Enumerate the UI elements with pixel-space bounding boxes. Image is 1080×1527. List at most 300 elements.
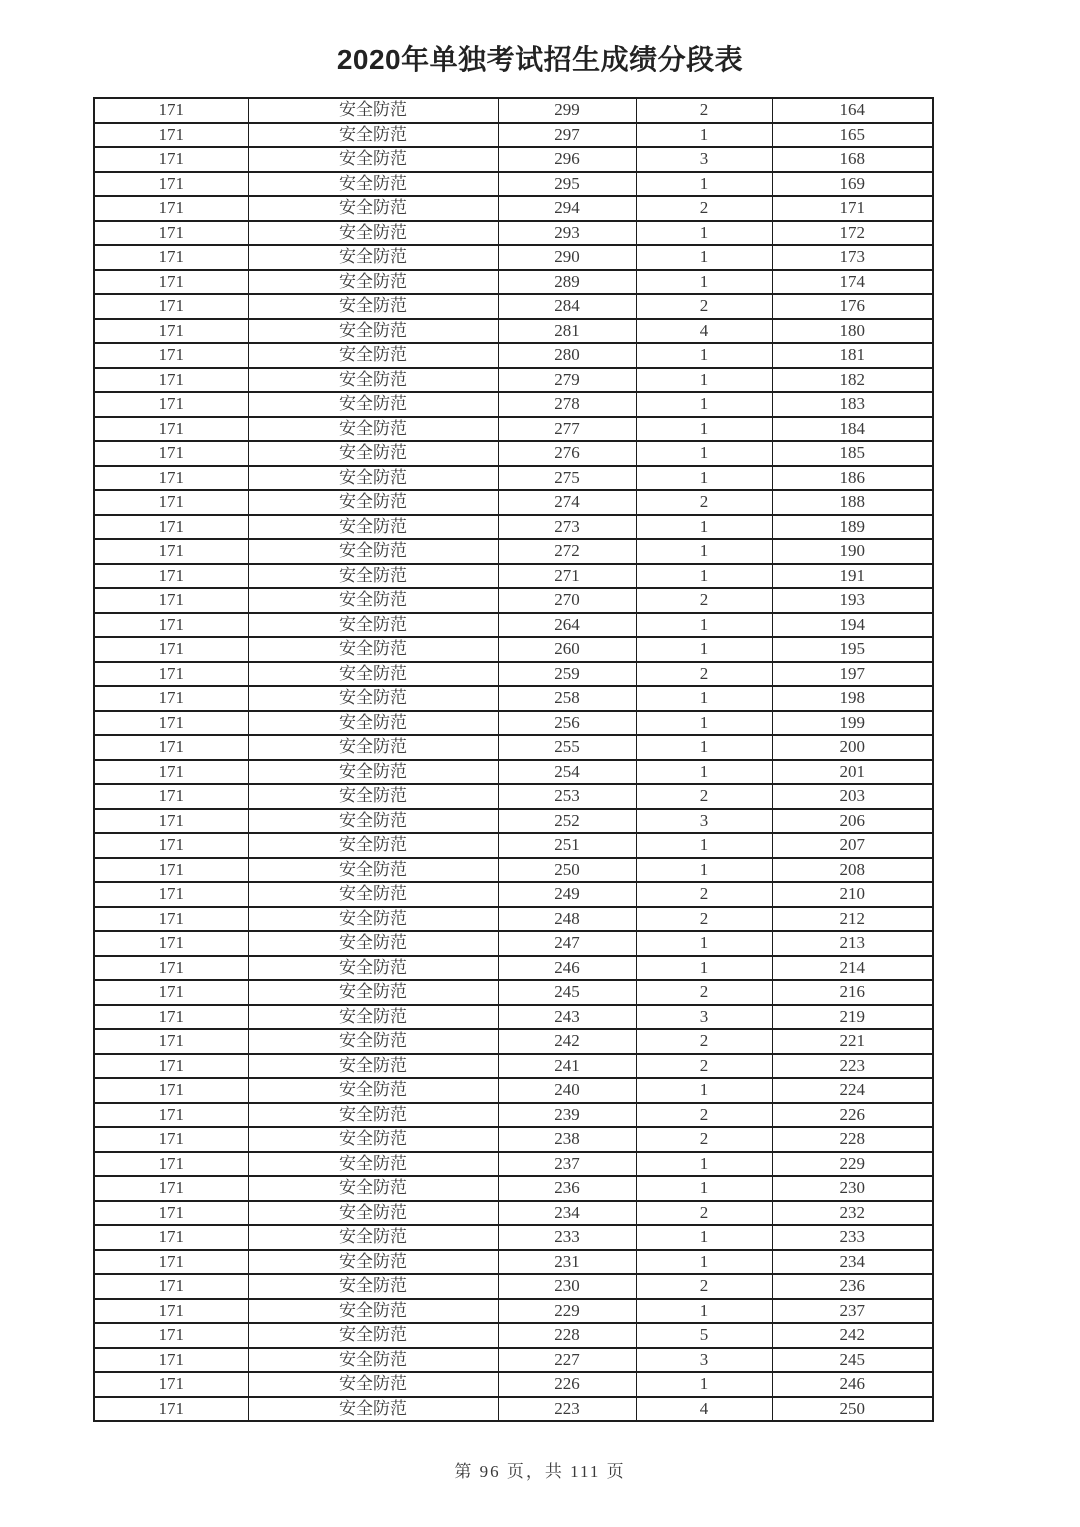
table-row	[94, 711, 933, 736]
table-row	[94, 123, 933, 148]
table-row	[94, 245, 933, 270]
cell-cumulative-count: 191	[772, 564, 933, 589]
table-row	[94, 319, 933, 344]
cell-major-name: 安全防范	[248, 417, 498, 442]
cell-school-code: 171	[94, 123, 248, 148]
cell-school-code: 171	[94, 1103, 248, 1128]
cell-school-code: 171	[94, 956, 248, 981]
table-row	[94, 1152, 933, 1177]
cell-major-name: 安全防范	[248, 1397, 498, 1422]
cell-cumulative-count: 169	[772, 172, 933, 197]
cell-major-name: 安全防范	[248, 123, 498, 148]
cell-count: 1	[636, 858, 772, 883]
cell-cumulative-count: 200	[772, 735, 933, 760]
cell-cumulative-count: 184	[772, 417, 933, 442]
cell-count: 1	[636, 1225, 772, 1250]
cell-school-code: 171	[94, 1225, 248, 1250]
cell-score: 279	[498, 368, 636, 393]
cell-major-name: 安全防范	[248, 980, 498, 1005]
cell-school-code: 171	[94, 760, 248, 785]
table-row	[94, 1225, 933, 1250]
cell-count: 1	[636, 931, 772, 956]
cell-school-code: 171	[94, 588, 248, 613]
table-row	[94, 956, 933, 981]
cell-score: 248	[498, 907, 636, 932]
table-row	[94, 270, 933, 295]
cell-major-name: 安全防范	[248, 1348, 498, 1373]
cell-count: 1	[636, 711, 772, 736]
page-number-footer: 第 96 页，共 111 页	[454, 1462, 626, 1481]
cell-score: 289	[498, 270, 636, 295]
cell-count: 1	[636, 613, 772, 638]
cell-score: 241	[498, 1054, 636, 1079]
cell-cumulative-count: 171	[772, 196, 933, 221]
table-row	[94, 1005, 933, 1030]
cell-count: 1	[636, 539, 772, 564]
cell-score: 295	[498, 172, 636, 197]
cell-major-name: 安全防范	[248, 172, 498, 197]
cell-major-name: 安全防范	[248, 515, 498, 540]
cell-score: 254	[498, 760, 636, 785]
cell-count: 1	[636, 760, 772, 785]
cell-school-code: 171	[94, 441, 248, 466]
cell-major-name: 安全防范	[248, 98, 498, 123]
table-row	[94, 980, 933, 1005]
cell-score: 271	[498, 564, 636, 589]
table-row	[94, 172, 933, 197]
cell-cumulative-count: 245	[772, 1348, 933, 1373]
cell-major-name: 安全防范	[248, 392, 498, 417]
cell-school-code: 171	[94, 1201, 248, 1226]
cell-school-code: 171	[94, 1176, 248, 1201]
cell-cumulative-count: 195	[772, 637, 933, 662]
cell-school-code: 171	[94, 1054, 248, 1079]
cell-major-name: 安全防范	[248, 588, 498, 613]
table-row	[94, 760, 933, 785]
cell-cumulative-count: 189	[772, 515, 933, 540]
cell-school-code: 171	[94, 980, 248, 1005]
cell-major-name: 安全防范	[248, 735, 498, 760]
table-row	[94, 833, 933, 858]
cell-school-code: 171	[94, 539, 248, 564]
cell-cumulative-count: 242	[772, 1323, 933, 1348]
cell-score: 230	[498, 1274, 636, 1299]
cell-cumulative-count: 173	[772, 245, 933, 270]
cell-cumulative-count: 230	[772, 1176, 933, 1201]
cell-count: 1	[636, 1078, 772, 1103]
cell-school-code: 171	[94, 392, 248, 417]
table-row	[94, 809, 933, 834]
cell-score: 240	[498, 1078, 636, 1103]
cell-score: 255	[498, 735, 636, 760]
cell-cumulative-count: 190	[772, 539, 933, 564]
cell-school-code: 171	[94, 1372, 248, 1397]
cell-count: 1	[636, 245, 772, 270]
cell-cumulative-count: 201	[772, 760, 933, 785]
cell-count: 2	[636, 294, 772, 319]
cell-school-code: 171	[94, 907, 248, 932]
table-row	[94, 1201, 933, 1226]
page-title: 2020年单独考试招生成绩分段表	[336, 44, 744, 75]
table-row	[94, 490, 933, 515]
cell-cumulative-count: 186	[772, 466, 933, 491]
cell-major-name: 安全防范	[248, 1372, 498, 1397]
cell-score: 239	[498, 1103, 636, 1128]
cell-score: 251	[498, 833, 636, 858]
cell-cumulative-count: 172	[772, 221, 933, 246]
cell-score: 234	[498, 1201, 636, 1226]
table-row	[94, 294, 933, 319]
cell-major-name: 安全防范	[248, 441, 498, 466]
cell-cumulative-count: 233	[772, 1225, 933, 1250]
table-row	[94, 539, 933, 564]
cell-school-code: 171	[94, 1397, 248, 1422]
cell-cumulative-count: 193	[772, 588, 933, 613]
cell-major-name: 安全防范	[248, 882, 498, 907]
cell-count: 2	[636, 1127, 772, 1152]
cell-count: 2	[636, 1029, 772, 1054]
cell-score: 233	[498, 1225, 636, 1250]
table-row	[94, 368, 933, 393]
cell-count: 3	[636, 147, 772, 172]
cell-major-name: 安全防范	[248, 1299, 498, 1324]
cell-score: 297	[498, 123, 636, 148]
cell-count: 2	[636, 490, 772, 515]
table-row	[94, 784, 933, 809]
cell-major-name: 安全防范	[248, 760, 498, 785]
cell-major-name: 安全防范	[248, 1005, 498, 1030]
cell-cumulative-count: 197	[772, 662, 933, 687]
table-row	[94, 417, 933, 442]
table-row	[94, 907, 933, 932]
cell-cumulative-count: 183	[772, 392, 933, 417]
cell-score: 249	[498, 882, 636, 907]
cell-school-code: 171	[94, 809, 248, 834]
cell-count: 1	[636, 515, 772, 540]
cell-score: 242	[498, 1029, 636, 1054]
cell-score: 238	[498, 1127, 636, 1152]
cell-score: 294	[498, 196, 636, 221]
cell-school-code: 171	[94, 466, 248, 491]
table-row	[94, 1103, 933, 1128]
cell-cumulative-count: 206	[772, 809, 933, 834]
cell-cumulative-count: 198	[772, 686, 933, 711]
cell-major-name: 安全防范	[248, 196, 498, 221]
cell-school-code: 171	[94, 98, 248, 123]
cell-major-name: 安全防范	[248, 907, 498, 932]
cell-cumulative-count: 176	[772, 294, 933, 319]
cell-cumulative-count: 208	[772, 858, 933, 883]
cell-cumulative-count: 207	[772, 833, 933, 858]
table-row	[94, 588, 933, 613]
cell-cumulative-count: 246	[772, 1372, 933, 1397]
cell-school-code: 171	[94, 417, 248, 442]
cell-school-code: 171	[94, 1348, 248, 1373]
cell-cumulative-count: 199	[772, 711, 933, 736]
table-row	[94, 1397, 933, 1422]
cell-count: 2	[636, 784, 772, 809]
table-row	[94, 613, 933, 638]
table-row	[94, 515, 933, 540]
cell-school-code: 171	[94, 833, 248, 858]
cell-major-name: 安全防范	[248, 931, 498, 956]
cell-school-code: 171	[94, 784, 248, 809]
cell-school-code: 171	[94, 1274, 248, 1299]
cell-count: 1	[636, 123, 772, 148]
table-row	[94, 1250, 933, 1275]
cell-count: 5	[636, 1323, 772, 1348]
cell-cumulative-count: 165	[772, 123, 933, 148]
cell-count: 1	[636, 221, 772, 246]
cell-count: 2	[636, 196, 772, 221]
cell-major-name: 安全防范	[248, 319, 498, 344]
cell-count: 1	[636, 417, 772, 442]
cell-cumulative-count: 214	[772, 956, 933, 981]
cell-count: 3	[636, 809, 772, 834]
cell-count: 1	[636, 1176, 772, 1201]
cell-school-code: 171	[94, 515, 248, 540]
cell-count: 2	[636, 98, 772, 123]
cell-count: 4	[636, 1397, 772, 1422]
cell-school-code: 171	[94, 735, 248, 760]
cell-major-name: 安全防范	[248, 1176, 498, 1201]
cell-cumulative-count: 213	[772, 931, 933, 956]
cell-count: 2	[636, 1274, 772, 1299]
cell-cumulative-count: 216	[772, 980, 933, 1005]
table-row	[94, 1274, 933, 1299]
table-row	[94, 221, 933, 246]
cell-major-name: 安全防范	[248, 1250, 498, 1275]
cell-cumulative-count: 250	[772, 1397, 933, 1422]
cell-school-code: 171	[94, 368, 248, 393]
cell-school-code: 171	[94, 882, 248, 907]
cell-score: 278	[498, 392, 636, 417]
score-table-body	[94, 98, 933, 1421]
table-row	[94, 147, 933, 172]
cell-count: 1	[636, 1250, 772, 1275]
cell-score: 284	[498, 294, 636, 319]
cell-cumulative-count: 174	[772, 270, 933, 295]
cell-cumulative-count: 221	[772, 1029, 933, 1054]
cell-score: 277	[498, 417, 636, 442]
cell-score: 245	[498, 980, 636, 1005]
cell-school-code: 171	[94, 931, 248, 956]
cell-school-code: 171	[94, 1078, 248, 1103]
cell-score: 259	[498, 662, 636, 687]
cell-school-code: 171	[94, 1299, 248, 1324]
cell-major-name: 安全防范	[248, 343, 498, 368]
cell-count: 1	[636, 637, 772, 662]
cell-score: 260	[498, 637, 636, 662]
cell-score: 276	[498, 441, 636, 466]
score-segment-table	[93, 97, 934, 1422]
cell-count: 1	[636, 1372, 772, 1397]
cell-cumulative-count: 185	[772, 441, 933, 466]
cell-school-code: 171	[94, 172, 248, 197]
table-row	[94, 882, 933, 907]
cell-score: 227	[498, 1348, 636, 1373]
cell-school-code: 171	[94, 1005, 248, 1030]
table-row	[94, 196, 933, 221]
table-row	[94, 1323, 933, 1348]
cell-score: 281	[498, 319, 636, 344]
cell-score: 299	[498, 98, 636, 123]
cell-count: 1	[636, 956, 772, 981]
cell-major-name: 安全防范	[248, 662, 498, 687]
table-row	[94, 1299, 933, 1324]
cell-score: 247	[498, 931, 636, 956]
cell-score: 273	[498, 515, 636, 540]
cell-cumulative-count: 223	[772, 1054, 933, 1079]
cell-count: 1	[636, 686, 772, 711]
table-row	[94, 1078, 933, 1103]
cell-score: 274	[498, 490, 636, 515]
cell-cumulative-count: 212	[772, 907, 933, 932]
table-row	[94, 735, 933, 760]
cell-major-name: 安全防范	[248, 1152, 498, 1177]
cell-score: 229	[498, 1299, 636, 1324]
cell-score: 252	[498, 809, 636, 834]
cell-major-name: 安全防范	[248, 686, 498, 711]
cell-score: 280	[498, 343, 636, 368]
cell-count: 2	[636, 662, 772, 687]
table-row	[94, 441, 933, 466]
cell-cumulative-count: 210	[772, 882, 933, 907]
cell-count: 2	[636, 882, 772, 907]
cell-count: 1	[636, 833, 772, 858]
cell-major-name: 安全防范	[248, 1029, 498, 1054]
table-row	[94, 1054, 933, 1079]
cell-major-name: 安全防范	[248, 294, 498, 319]
cell-count: 1	[636, 441, 772, 466]
cell-school-code: 171	[94, 343, 248, 368]
cell-major-name: 安全防范	[248, 956, 498, 981]
cell-score: 293	[498, 221, 636, 246]
cell-major-name: 安全防范	[248, 1078, 498, 1103]
cell-count: 2	[636, 588, 772, 613]
cell-count: 2	[636, 907, 772, 932]
table-row	[94, 931, 933, 956]
cell-school-code: 171	[94, 637, 248, 662]
cell-school-code: 171	[94, 1127, 248, 1152]
cell-school-code: 171	[94, 294, 248, 319]
cell-cumulative-count: 224	[772, 1078, 933, 1103]
cell-score: 256	[498, 711, 636, 736]
table-row	[94, 1176, 933, 1201]
cell-cumulative-count: 226	[772, 1103, 933, 1128]
cell-score: 296	[498, 147, 636, 172]
cell-score: 264	[498, 613, 636, 638]
cell-school-code: 171	[94, 245, 248, 270]
cell-major-name: 安全防范	[248, 245, 498, 270]
cell-cumulative-count: 168	[772, 147, 933, 172]
cell-major-name: 安全防范	[248, 1127, 498, 1152]
table-row	[94, 686, 933, 711]
cell-major-name: 安全防范	[248, 221, 498, 246]
cell-cumulative-count: 229	[772, 1152, 933, 1177]
cell-cumulative-count: 234	[772, 1250, 933, 1275]
cell-school-code: 171	[94, 613, 248, 638]
cell-major-name: 安全防范	[248, 613, 498, 638]
cell-cumulative-count: 181	[772, 343, 933, 368]
table-row	[94, 1348, 933, 1373]
cell-count: 1	[636, 172, 772, 197]
cell-school-code: 171	[94, 490, 248, 515]
cell-score: 237	[498, 1152, 636, 1177]
cell-major-name: 安全防范	[248, 809, 498, 834]
cell-major-name: 安全防范	[248, 1201, 498, 1226]
cell-major-name: 安全防范	[248, 539, 498, 564]
cell-school-code: 171	[94, 1323, 248, 1348]
cell-cumulative-count: 237	[772, 1299, 933, 1324]
table-row	[94, 637, 933, 662]
cell-cumulative-count: 236	[772, 1274, 933, 1299]
cell-count: 2	[636, 980, 772, 1005]
cell-score: 290	[498, 245, 636, 270]
cell-major-name: 安全防范	[248, 833, 498, 858]
cell-school-code: 171	[94, 1152, 248, 1177]
cell-score: 223	[498, 1397, 636, 1422]
table-row	[94, 1372, 933, 1397]
table-row	[94, 662, 933, 687]
cell-school-code: 171	[94, 1029, 248, 1054]
cell-count: 4	[636, 319, 772, 344]
cell-cumulative-count: 164	[772, 98, 933, 123]
cell-count: 3	[636, 1005, 772, 1030]
cell-major-name: 安全防范	[248, 784, 498, 809]
cell-count: 1	[636, 1152, 772, 1177]
cell-score: 226	[498, 1372, 636, 1397]
cell-cumulative-count: 228	[772, 1127, 933, 1152]
cell-major-name: 安全防范	[248, 1274, 498, 1299]
cell-score: 272	[498, 539, 636, 564]
cell-score: 243	[498, 1005, 636, 1030]
cell-school-code: 171	[94, 221, 248, 246]
table-row	[94, 564, 933, 589]
cell-cumulative-count: 180	[772, 319, 933, 344]
cell-cumulative-count: 194	[772, 613, 933, 638]
cell-score: 250	[498, 858, 636, 883]
cell-major-name: 安全防范	[248, 564, 498, 589]
cell-major-name: 安全防范	[248, 1323, 498, 1348]
cell-count: 1	[636, 735, 772, 760]
cell-cumulative-count: 182	[772, 368, 933, 393]
cell-count: 2	[636, 1103, 772, 1128]
cell-cumulative-count: 188	[772, 490, 933, 515]
table-row	[94, 1127, 933, 1152]
table-row	[94, 392, 933, 417]
cell-count: 1	[636, 466, 772, 491]
table-row	[94, 98, 933, 123]
cell-score: 258	[498, 686, 636, 711]
cell-score: 246	[498, 956, 636, 981]
cell-score: 275	[498, 466, 636, 491]
cell-count: 1	[636, 564, 772, 589]
cell-cumulative-count: 232	[772, 1201, 933, 1226]
cell-major-name: 安全防范	[248, 466, 498, 491]
cell-school-code: 171	[94, 858, 248, 883]
cell-count: 1	[636, 392, 772, 417]
cell-major-name: 安全防范	[248, 147, 498, 172]
cell-score: 231	[498, 1250, 636, 1275]
cell-count: 1	[636, 343, 772, 368]
cell-count: 1	[636, 368, 772, 393]
cell-major-name: 安全防范	[248, 490, 498, 515]
cell-school-code: 171	[94, 686, 248, 711]
cell-school-code: 171	[94, 662, 248, 687]
cell-major-name: 安全防范	[248, 1054, 498, 1079]
table-row	[94, 858, 933, 883]
